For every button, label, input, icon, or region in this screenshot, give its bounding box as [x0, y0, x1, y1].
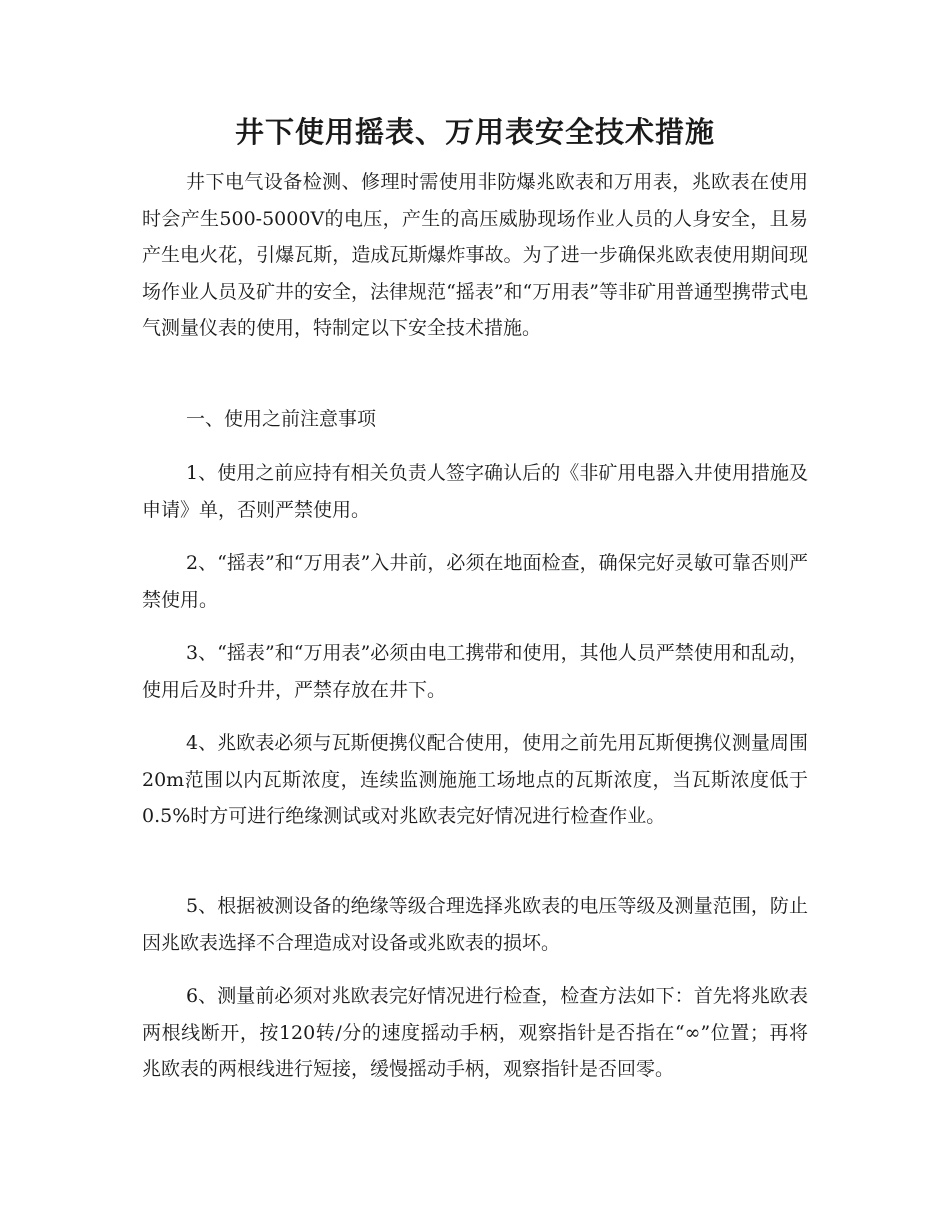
list-item: 6、测量前必须对兆欧表完好情况进行检查，检查方法如下：首先将兆欧表两根线断开，按120转/分的速度摇动手柄，观察指针是否指在“∞”位置；再将兆欧表的两根线进行短接，缓慢摇动手柄，观察指针是否回零。: [142, 985, 808, 1080]
list-item: 3、“摇表”和“万用表”必须由电工携带和使用，其他人员严禁使用和乱动，使用后及时升井，严禁存放在井下。: [142, 642, 808, 701]
document-title: 井下使用摇表、万用表安全技术措施: [234, 115, 715, 149]
list-item: 2、“摇表”和“万用表”入井前，必须在地面检查，确保完好灵敏可靠否则严禁使用。: [142, 552, 808, 611]
intro-paragraph: 井下电气设备检测、修理时需使用非防爆兆欧表和万用表，兆欧表在使用时会产生500-5000V的电压，产生的高压威胁现场作业人员的人身安全，且易产生电火花，引爆瓦斯，造成瓦斯爆炸事故。为了进一步确保兆欧表使用期间现场作业人员及矿井的安全，法律规范“摇表”和“万用表”等非矿用普通型携带式电气测量仪表的使用，特制定以下安全技术措施。: [142, 171, 808, 339]
list-item: 1、使用之前应持有相关负责人签字确认后的《非矿用电器入井使用措施及申请》单，否则严禁使用。: [142, 462, 808, 521]
list-item: 4、兆欧表必须与瓦斯便携仪配合使用，使用之前先用瓦斯便携仪测量周围20m范围以内瓦斯浓度，连续监测施施工场地点的瓦斯浓度，当瓦斯浓度低于0.5%时方可进行绝缘测试或对兆欧表完好情况进行检查作业。: [142, 732, 808, 827]
section-heading: 一、使用之前注意事项: [186, 408, 377, 430]
list-item: 5、根据被测设备的绝缘等级合理选择兆欧表的电压等级及测量范围，防止因兆欧表选择不合理造成对设备或兆欧表的损坏。: [142, 895, 808, 954]
